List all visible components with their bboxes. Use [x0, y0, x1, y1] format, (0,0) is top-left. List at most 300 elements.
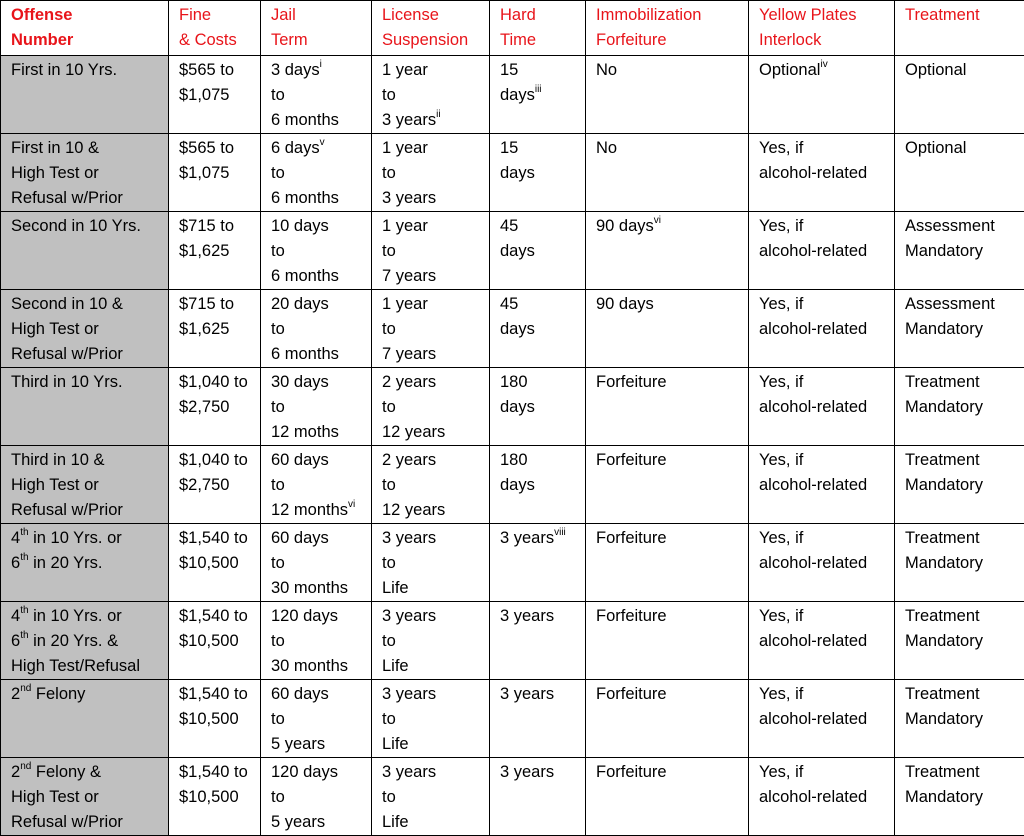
- cell-text: alcohol-related: [759, 320, 867, 338]
- cell-text: to: [382, 632, 396, 650]
- cell-line: [905, 473, 1018, 498]
- header-treatment: Treatment: [895, 1, 1024, 56]
- cell-text: Forfeiture: [596, 529, 667, 547]
- cell-text: Refusal w/Prior: [11, 345, 123, 363]
- cell-line: [271, 473, 365, 498]
- cell-line: [500, 58, 579, 83]
- cell-text: 180: [500, 451, 528, 469]
- cell-line: [500, 370, 579, 395]
- cell-text: in 10 Yrs. or: [29, 607, 122, 625]
- cell-line: [271, 239, 365, 264]
- offense-cell: [1, 524, 169, 602]
- cell-text: 3 years: [500, 529, 554, 547]
- cell-line: [500, 473, 579, 498]
- cell-text: alcohol-related: [759, 632, 867, 650]
- cell-line: [179, 551, 254, 576]
- treatment-cell: [895, 290, 1024, 368]
- cell-text: 3 years: [500, 607, 554, 625]
- cell-text: to: [382, 554, 396, 572]
- cell-line: [179, 370, 254, 395]
- header-row: [1, 1, 1024, 56]
- cell-line: [271, 317, 365, 342]
- cell-text: $1,040 to: [179, 373, 248, 391]
- license-suspension-cell: [372, 524, 490, 602]
- cell-text: $1,540 to: [179, 529, 248, 547]
- cell-text: 1 year: [382, 295, 428, 313]
- yellow-plates-cell: [749, 758, 895, 836]
- hard-time-cell: [490, 680, 586, 758]
- footnote-marker: vi: [654, 215, 661, 226]
- cell-text: to: [382, 320, 396, 338]
- cell-line: [759, 760, 888, 785]
- license-suspension-cell: [372, 56, 490, 134]
- cell-text: $565 to: [179, 139, 234, 157]
- cell-line: [382, 732, 483, 757]
- immobilization-cell: [586, 212, 749, 290]
- cell-line: [271, 526, 365, 551]
- cell-line: [596, 448, 742, 473]
- cell-text: Yes, if: [759, 139, 803, 157]
- footnote-marker: iii: [535, 84, 542, 95]
- cell-text: Third in 10 &: [11, 451, 105, 469]
- cell-text: 3 years: [382, 685, 436, 703]
- treatment-cell: [895, 368, 1024, 446]
- cell-line: [500, 161, 579, 186]
- license-suspension-cell: [372, 290, 490, 368]
- cell-line: [11, 58, 162, 83]
- cell-line: [179, 317, 254, 342]
- cell-text: Yes, if: [759, 373, 803, 391]
- jail-term-cell: [261, 758, 372, 836]
- cell-text: to: [271, 476, 285, 494]
- cell-line: [759, 317, 888, 342]
- license-suspension-cell: [372, 212, 490, 290]
- cell-line: [271, 83, 365, 108]
- cell-line: [179, 214, 254, 239]
- cell-text: 4: [11, 607, 20, 625]
- cell-text: alcohol-related: [759, 398, 867, 416]
- cell-line: [271, 707, 365, 732]
- immobilization-cell: [586, 446, 749, 524]
- cell-line: [500, 760, 579, 785]
- cell-text: in 20 Yrs.: [29, 554, 103, 572]
- cell-text: Refusal w/Prior: [11, 501, 123, 519]
- immobilization-cell: [586, 56, 749, 134]
- cell-line: [596, 58, 742, 83]
- cell-line: [271, 604, 365, 629]
- cell-line: [500, 239, 579, 264]
- cell-text: Third in 10 Yrs.: [11, 373, 123, 391]
- jail-term-cell: [261, 446, 372, 524]
- cell-text: 2 years: [382, 373, 436, 391]
- cell-line: [759, 370, 888, 395]
- cell-line: [382, 161, 483, 186]
- table-row: [1, 446, 1024, 524]
- cell-line: [596, 604, 742, 629]
- cell-line: [382, 239, 483, 264]
- cell-line: [271, 108, 365, 133]
- license-suspension-cell: [372, 680, 490, 758]
- cell-text: High Test or: [11, 476, 99, 494]
- cell-line: [11, 810, 162, 835]
- cell-text: Mandatory: [905, 710, 983, 728]
- cell-text: days: [500, 242, 535, 260]
- cell-text: 3 years: [500, 763, 554, 781]
- cell-line: [179, 292, 254, 317]
- cell-line: [271, 58, 365, 83]
- yellow-plates-cell: [749, 212, 895, 290]
- cell-line: [382, 785, 483, 810]
- cell-line: [382, 604, 483, 629]
- cell-line: [11, 785, 162, 810]
- cell-line: [11, 498, 162, 523]
- cell-text: in 10 Yrs. or: [29, 529, 122, 547]
- offense-cell: [1, 758, 169, 836]
- cell-line: [271, 732, 365, 757]
- cell-text: Optional: [905, 139, 966, 157]
- cell-text: Treatment: [905, 451, 980, 469]
- offense-cell: [1, 290, 169, 368]
- header-hard-time: Hard Time: [490, 1, 586, 56]
- cell-line: [500, 136, 579, 161]
- cell-text: $10,500: [179, 554, 239, 572]
- cell-text: 60 days: [271, 529, 329, 547]
- cell-text: 3 days: [271, 61, 320, 79]
- cell-text: to: [271, 320, 285, 338]
- yellow-plates-cell: [749, 524, 895, 602]
- cell-line: [759, 214, 888, 239]
- cell-line: [179, 58, 254, 83]
- cell-text: Treatment: [905, 685, 980, 703]
- cell-text: $1,075: [179, 164, 229, 182]
- cell-line: [500, 604, 579, 629]
- fine-costs-cell: [169, 680, 261, 758]
- cell-line: [596, 370, 742, 395]
- cell-line: [759, 292, 888, 317]
- cell-text: High Test or: [11, 320, 99, 338]
- cell-line: [382, 576, 483, 601]
- cell-line: [271, 342, 365, 367]
- table-row: [1, 212, 1024, 290]
- cell-line: [759, 395, 888, 420]
- cell-text: to: [382, 86, 396, 104]
- cell-line: [179, 682, 254, 707]
- cell-text: 6 months: [271, 267, 339, 285]
- cell-line: [179, 785, 254, 810]
- cell-text: 7 years: [382, 345, 436, 363]
- cell-line: [271, 136, 365, 161]
- immobilization-cell: [586, 602, 749, 680]
- cell-text: to: [271, 554, 285, 572]
- cell-line: [905, 239, 1018, 264]
- cell-line: [271, 654, 365, 679]
- cell-text: Treatment: [905, 763, 980, 781]
- cell-text: 45: [500, 217, 518, 235]
- hard-time-cell: [490, 134, 586, 212]
- fine-costs-cell: [169, 212, 261, 290]
- cell-line: [759, 526, 888, 551]
- immobilization-cell: [586, 290, 749, 368]
- cell-line: [382, 551, 483, 576]
- cell-line: [905, 785, 1018, 810]
- cell-text: Forfeiture: [596, 607, 667, 625]
- cell-line: [382, 136, 483, 161]
- cell-text: 90 days: [596, 217, 654, 235]
- cell-line: [382, 420, 483, 445]
- cell-line: [271, 785, 365, 810]
- header-jail-term: Jail Term: [261, 1, 372, 56]
- jail-term-cell: [261, 212, 372, 290]
- table-row: [1, 680, 1024, 758]
- cell-line: [179, 83, 254, 108]
- cell-text: 12 years: [382, 501, 445, 519]
- cell-text: 10 days: [271, 217, 329, 235]
- cell-line: [271, 264, 365, 289]
- header-yellow-plates-interlock: Yellow Plates Interlock: [749, 1, 895, 56]
- jail-term-cell: [261, 134, 372, 212]
- cell-line: [905, 629, 1018, 654]
- table-row: [1, 134, 1024, 212]
- cell-text: $1,540 to: [179, 685, 248, 703]
- cell-line: [500, 292, 579, 317]
- footnote-marker: viii: [554, 527, 566, 538]
- cell-text: Felony: [31, 685, 85, 703]
- cell-text: Life: [382, 813, 409, 831]
- cell-text: Yes, if: [759, 685, 803, 703]
- cell-text: Treatment: [905, 529, 980, 547]
- cell-line: [905, 292, 1018, 317]
- cell-text: Forfeiture: [596, 373, 667, 391]
- cell-line: [179, 239, 254, 264]
- cell-text: High Test or: [11, 788, 99, 806]
- cell-line: [271, 448, 365, 473]
- cell-line: [382, 317, 483, 342]
- cell-line: [11, 526, 162, 551]
- treatment-cell: [895, 212, 1024, 290]
- yellow-plates-cell: [749, 290, 895, 368]
- cell-line: [382, 654, 483, 679]
- cell-text: Mandatory: [905, 398, 983, 416]
- yellow-plates-cell: [749, 680, 895, 758]
- cell-line: [11, 448, 162, 473]
- cell-text: $2,750: [179, 398, 229, 416]
- cell-text: 3 years: [500, 685, 554, 703]
- yellow-plates-cell: [749, 602, 895, 680]
- cell-text: Forfeiture: [596, 451, 667, 469]
- cell-text: to: [382, 398, 396, 416]
- cell-text: Yes, if: [759, 607, 803, 625]
- cell-text: Mandatory: [905, 788, 983, 806]
- cell-text: Treatment: [905, 607, 980, 625]
- cell-line: [271, 186, 365, 211]
- hard-time-cell: [490, 56, 586, 134]
- cell-text: Optional: [905, 61, 966, 79]
- cell-text: to: [382, 710, 396, 728]
- offense-cell: [1, 134, 169, 212]
- cell-line: [11, 604, 162, 629]
- cell-line: [11, 682, 162, 707]
- cell-text: 3 years: [382, 189, 436, 207]
- cell-line: [596, 136, 742, 161]
- footnote-marker: v: [320, 137, 325, 148]
- offense-cell: [1, 368, 169, 446]
- hard-time-cell: [490, 212, 586, 290]
- cell-line: [11, 292, 162, 317]
- cell-text: to: [382, 164, 396, 182]
- jail-term-cell: [261, 368, 372, 446]
- cell-text: 6 days: [271, 139, 320, 157]
- cell-line: [759, 161, 888, 186]
- cell-line: [11, 161, 162, 186]
- cell-line: [382, 810, 483, 835]
- cell-line: [11, 370, 162, 395]
- fine-costs-cell: [169, 290, 261, 368]
- yellow-plates-cell: [749, 368, 895, 446]
- fine-costs-cell: [169, 758, 261, 836]
- cell-text: 6: [11, 632, 20, 650]
- license-suspension-cell: [372, 368, 490, 446]
- footnote-marker: ii: [436, 109, 440, 120]
- cell-line: [759, 785, 888, 810]
- cell-line: [382, 526, 483, 551]
- cell-text: 15: [500, 61, 518, 79]
- cell-text: $10,500: [179, 710, 239, 728]
- cell-line: [382, 342, 483, 367]
- cell-line: [382, 498, 483, 523]
- fine-costs-cell: [169, 524, 261, 602]
- cell-line: [500, 83, 579, 108]
- cell-text: Assessment: [905, 217, 995, 235]
- cell-text: to: [271, 788, 285, 806]
- hard-time-cell: [490, 368, 586, 446]
- offense-cell: [1, 56, 169, 134]
- footnote-marker: th: [20, 527, 28, 538]
- immobilization-cell: [586, 524, 749, 602]
- cell-text: $10,500: [179, 632, 239, 650]
- treatment-cell: [895, 446, 1024, 524]
- immobilization-cell: [586, 758, 749, 836]
- cell-line: [905, 604, 1018, 629]
- table-row: [1, 56, 1024, 134]
- cell-line: [179, 526, 254, 551]
- footnote-marker: vi: [348, 499, 355, 510]
- cell-text: $715 to: [179, 295, 234, 313]
- cell-line: [11, 551, 162, 576]
- cell-text: 60 days: [271, 685, 329, 703]
- cell-text: days: [500, 476, 535, 494]
- license-suspension-cell: [372, 446, 490, 524]
- cell-text: Mandatory: [905, 554, 983, 572]
- cell-text: to: [271, 242, 285, 260]
- cell-text: 3 years: [382, 111, 436, 129]
- fine-costs-cell: [169, 368, 261, 446]
- license-suspension-cell: [372, 602, 490, 680]
- cell-text: to: [271, 86, 285, 104]
- cell-line: [596, 760, 742, 785]
- jail-term-cell: [261, 602, 372, 680]
- cell-text: 6 months: [271, 345, 339, 363]
- hard-time-cell: [490, 446, 586, 524]
- cell-line: [11, 317, 162, 342]
- cell-line: [905, 136, 1018, 161]
- fine-costs-cell: [169, 446, 261, 524]
- cell-line: [11, 186, 162, 211]
- cell-text: days: [500, 86, 535, 104]
- cell-text: $1,540 to: [179, 763, 248, 781]
- cell-text: First in 10 Yrs.: [11, 61, 117, 79]
- immobilization-cell: [586, 134, 749, 212]
- cell-line: [500, 317, 579, 342]
- footnote-marker: iv: [820, 59, 827, 70]
- cell-line: [271, 810, 365, 835]
- cell-line: [271, 629, 365, 654]
- fine-costs-cell: [169, 134, 261, 212]
- footnote-marker: th: [20, 552, 28, 563]
- cell-text: Second in 10 Yrs.: [11, 217, 141, 235]
- cell-text: to: [382, 242, 396, 260]
- cell-text: 4: [11, 529, 20, 547]
- cell-line: [596, 682, 742, 707]
- treatment-cell: [895, 680, 1024, 758]
- cell-line: [382, 264, 483, 289]
- cell-text: 1 year: [382, 139, 428, 157]
- cell-text: High Test/Refusal: [11, 657, 140, 675]
- cell-text: to: [271, 710, 285, 728]
- cell-line: [905, 395, 1018, 420]
- cell-line: [179, 604, 254, 629]
- cell-text: to: [271, 632, 285, 650]
- cell-text: 30 months: [271, 657, 348, 675]
- cell-line: [271, 551, 365, 576]
- cell-text: 2: [11, 763, 20, 781]
- cell-text: 5 years: [271, 813, 325, 831]
- cell-line: [759, 473, 888, 498]
- cell-text: 5 years: [271, 735, 325, 753]
- cell-text: $1,040 to: [179, 451, 248, 469]
- cell-line: [11, 342, 162, 367]
- cell-text: Refusal w/Prior: [11, 189, 123, 207]
- cell-line: [271, 498, 365, 523]
- cell-line: [382, 370, 483, 395]
- cell-text: 90 days: [596, 295, 654, 313]
- cell-text: Mandatory: [905, 320, 983, 338]
- cell-line: [759, 448, 888, 473]
- cell-text: to: [382, 788, 396, 806]
- cell-text: 12 moths: [271, 423, 339, 441]
- hard-time-cell: [490, 602, 586, 680]
- header-license-suspension: License Suspension: [372, 1, 490, 56]
- cell-text: Yes, if: [759, 529, 803, 547]
- treatment-cell: [895, 56, 1024, 134]
- cell-text: 180: [500, 373, 528, 391]
- cell-text: alcohol-related: [759, 554, 867, 572]
- jail-term-cell: [261, 524, 372, 602]
- cell-line: [11, 760, 162, 785]
- cell-text: Yes, if: [759, 217, 803, 235]
- cell-text: days: [500, 320, 535, 338]
- cell-line: [759, 629, 888, 654]
- cell-line: [905, 707, 1018, 732]
- cell-text: Felony &: [31, 763, 101, 781]
- cell-line: [11, 136, 162, 161]
- treatment-cell: [895, 524, 1024, 602]
- offense-cell: [1, 680, 169, 758]
- table-row: [1, 758, 1024, 836]
- cell-text: 60 days: [271, 451, 329, 469]
- cell-text: alcohol-related: [759, 242, 867, 260]
- table-row: [1, 290, 1024, 368]
- cell-line: [759, 58, 888, 83]
